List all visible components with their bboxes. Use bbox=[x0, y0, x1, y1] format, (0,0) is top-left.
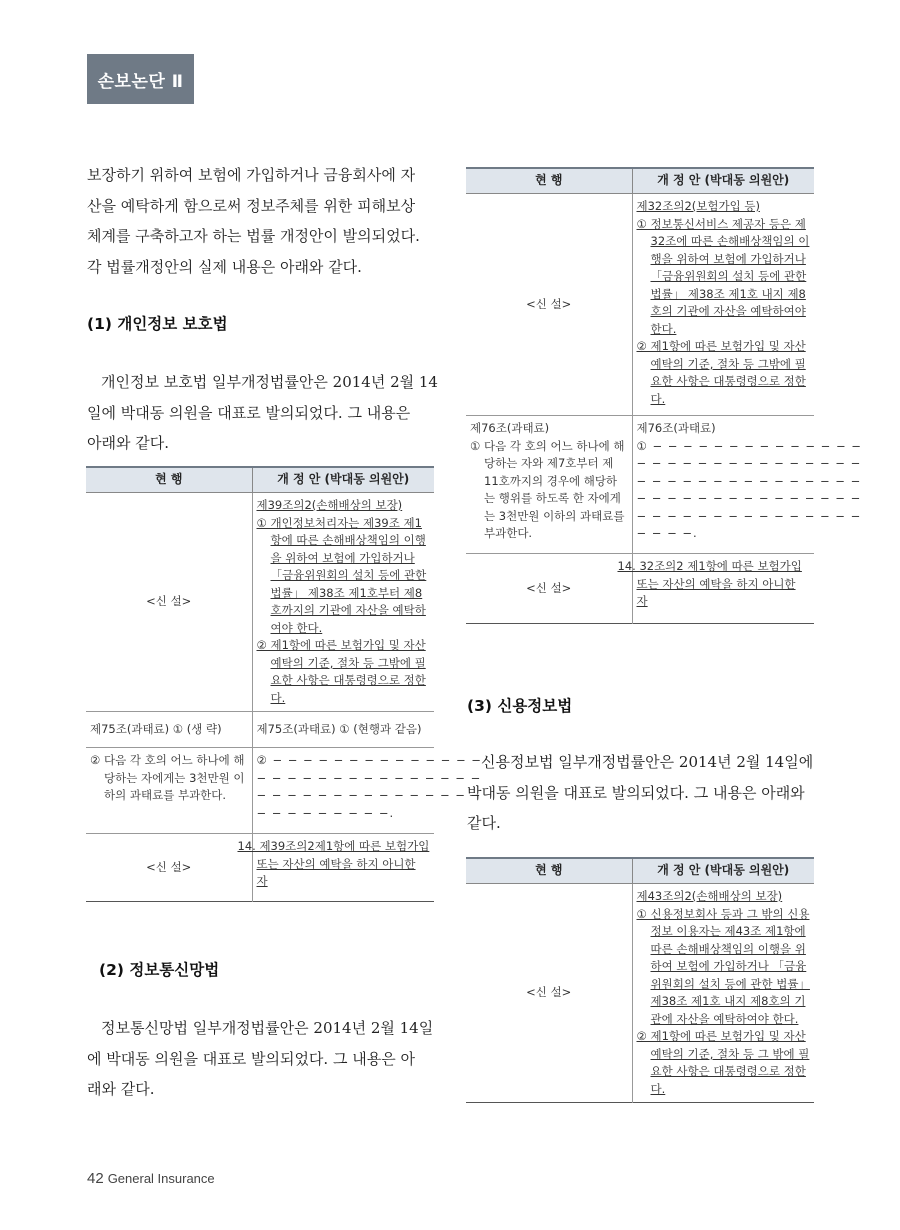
current-text: ② 다음 각 호의 어느 하나에 해당하는 자에게는 3천만원 이하의 과태료를 부과한다. bbox=[86, 748, 252, 834]
info-network-paragraph: 정보통신망법 일부개정법률안은 2014년 2월 14일 에 박대동 의원을 대표로 발의되었다. 그 내용은 아 래와 같다. bbox=[87, 1019, 434, 1098]
new-clause-label: <신 설> bbox=[466, 554, 632, 624]
table-row bbox=[86, 834, 434, 902]
new-clause-label: <신 설> bbox=[86, 834, 252, 902]
proposed-text: 14. 제39조의2제1항에 따른 보험가입 또는 자산의 예탁을 하지 아니한 자 bbox=[237, 839, 430, 888]
article-item: ② 제1항에 따른 보험가입 및 자산예탁의 기준, 절차 등 그밖에 필요한 사항은 대통령령으로 정한다. bbox=[636, 339, 806, 406]
table-personal-info-act bbox=[86, 466, 482, 902]
dash-line: − − − − − − − − − − − − − − − bbox=[256, 788, 482, 802]
table-row bbox=[86, 748, 434, 834]
table-row bbox=[466, 416, 814, 554]
table-row bbox=[86, 493, 434, 712]
dash-line: ② − − − − − − − − − − − − − − bbox=[256, 753, 482, 767]
new-clause-label: <신 설> bbox=[466, 884, 632, 1103]
article-title: 제76조(과태료) bbox=[470, 421, 550, 435]
article-item: ① 신용정보회사 등과 그 밖의 신용정보 이용자는 제43조 제1항에 따른 손해배상책임의 이행을 위하여 보험에 가입하거나 「금융위원회의 설치 등에 관한 법률」 제38조 제1호 내지 제8호의 기관에 자산을 예탁하여야 한다. bbox=[636, 906, 810, 1026]
article-item: ② 제1항에 따른 보험가입 및 자산예탁의 기준, 절차 등 그 밖에 필요한 사항은 대통령령으로 정한다. bbox=[636, 1029, 810, 1096]
heading-info-network-act: (2) 정보통신망법 bbox=[99, 961, 220, 979]
proposed-text: 14. 32조의2 제1항에 따른 보험가입 또는 자산의 예탁을 하지 아니한 자 bbox=[617, 559, 802, 608]
dash-line: − − − − − − − − − − − − − − − bbox=[636, 508, 862, 523]
table-info-network-act bbox=[466, 167, 862, 624]
dash-line: ① − − − − − − − − − − − − − − bbox=[636, 438, 862, 453]
page-footer bbox=[87, 1170, 215, 1187]
dash-line: − − − −. bbox=[636, 526, 698, 540]
personal-info-paragraph: 개인정보 보호법 일부개정법률안은 2014년 2월 14 일에 박대동 의원을 대표로 발의되었다. 그 내용은 아래와 같다. bbox=[87, 373, 438, 452]
article-title: 제43조의2(손해배상의 보장) bbox=[636, 889, 783, 903]
section-tag: 손보논단 Ⅱ bbox=[87, 54, 194, 104]
header-current: 현 행 bbox=[466, 858, 632, 884]
table-row bbox=[466, 554, 814, 624]
dash-line: − − − − − − − − −. bbox=[256, 805, 395, 820]
heading-credit-info-act: (3) 신용정보법 bbox=[467, 697, 573, 715]
header-proposed: 개 정 안 (박대동 의원안) bbox=[252, 467, 434, 493]
page-number: 42 bbox=[87, 1170, 104, 1187]
article-item: ① 개인정보처리자는 제39조 제1항에 따른 손해배상책임의 이행을 위하여 보험에 가입하거나 「금융위원회의 설치 등에 관한 법률」 제38조 제1호부터 제8호까지의 기관에 자산을 예탁하여야 한다. bbox=[256, 515, 427, 635]
table-row bbox=[466, 194, 814, 416]
table-row bbox=[86, 712, 434, 748]
article-title: 제39조의2(손해배상의 보장) bbox=[256, 498, 403, 512]
credit-info-paragraph: 신용정보법 일부개정법률안은 2014년 2월 14일에 박대동 의원을 대표로 발의되었다. 그 내용은 아래와 같다. bbox=[467, 753, 814, 832]
article-title: 제76조(과태료) bbox=[636, 421, 716, 435]
dash-line: − − − − − − − − − − − − − − − bbox=[256, 770, 482, 785]
current-text: 제75조(과태료) ① (생 략) bbox=[86, 712, 252, 748]
article-item: ② 제1항에 따른 보험가입 및 자산예탁의 기준, 절차 등 그밖에 필요한 사항은 대통령령으로 정한다. bbox=[256, 638, 426, 705]
table-row bbox=[466, 884, 814, 1103]
article-item: ① 정보통신서비스 제공자 등은 제32조에 따른 손해배상책임의 이행을 위하여 보험에 가입하거나 「금융위원회의 설치 등에 관한 법률」 제38조 제1호 내지 제8호의 기관에 자산을 예탁하여야 한다. bbox=[636, 216, 810, 336]
proposed-text: 제75조(과태료) ① (현행과 같음) bbox=[252, 712, 434, 748]
header-proposed: 개 정 안 (박대동 의원안) bbox=[632, 168, 814, 194]
header-current: 현 행 bbox=[466, 168, 632, 194]
header-proposed: 개 정 안 (박대동 의원안) bbox=[632, 858, 814, 884]
dash-line: − − − − − − − − − − − − − − − bbox=[636, 491, 862, 505]
table-credit-info-act bbox=[466, 857, 814, 1103]
dash-line: − − − − − − − − − − − − − − − bbox=[636, 456, 862, 470]
dash-line: − − − − − − − − − − − − − − − bbox=[636, 473, 862, 488]
heading-personal-info-act: (1) 개인정보 보호법 bbox=[87, 315, 228, 333]
article-item: ① 다음 각 호의 어느 하나에 해당하는 자와 제7호부터 제11호까지의 경우에 해당하는 행위를 하도록 한 자에게는 3천만원 이하의 과태료를 부과한다. bbox=[470, 438, 625, 540]
publication-name: General Insurance bbox=[107, 1171, 215, 1186]
intro-paragraph: 보장하기 위하여 보험에 가입하거나 금융회사에 자 산을 예탁하게 함으로써 정보주체를 위한 피해보상 체계를 구축하고자 하는 법률 개정안이 발의되었다. 각 법률개정안의 실제 내용은 아래와 같다. bbox=[87, 166, 420, 276]
new-clause-label: <신 설> bbox=[466, 194, 632, 416]
header-current: 현 행 bbox=[86, 467, 252, 493]
article-title: 제32조의2(보험가입 등) bbox=[636, 199, 760, 213]
new-clause-label: <신 설> bbox=[86, 493, 252, 712]
